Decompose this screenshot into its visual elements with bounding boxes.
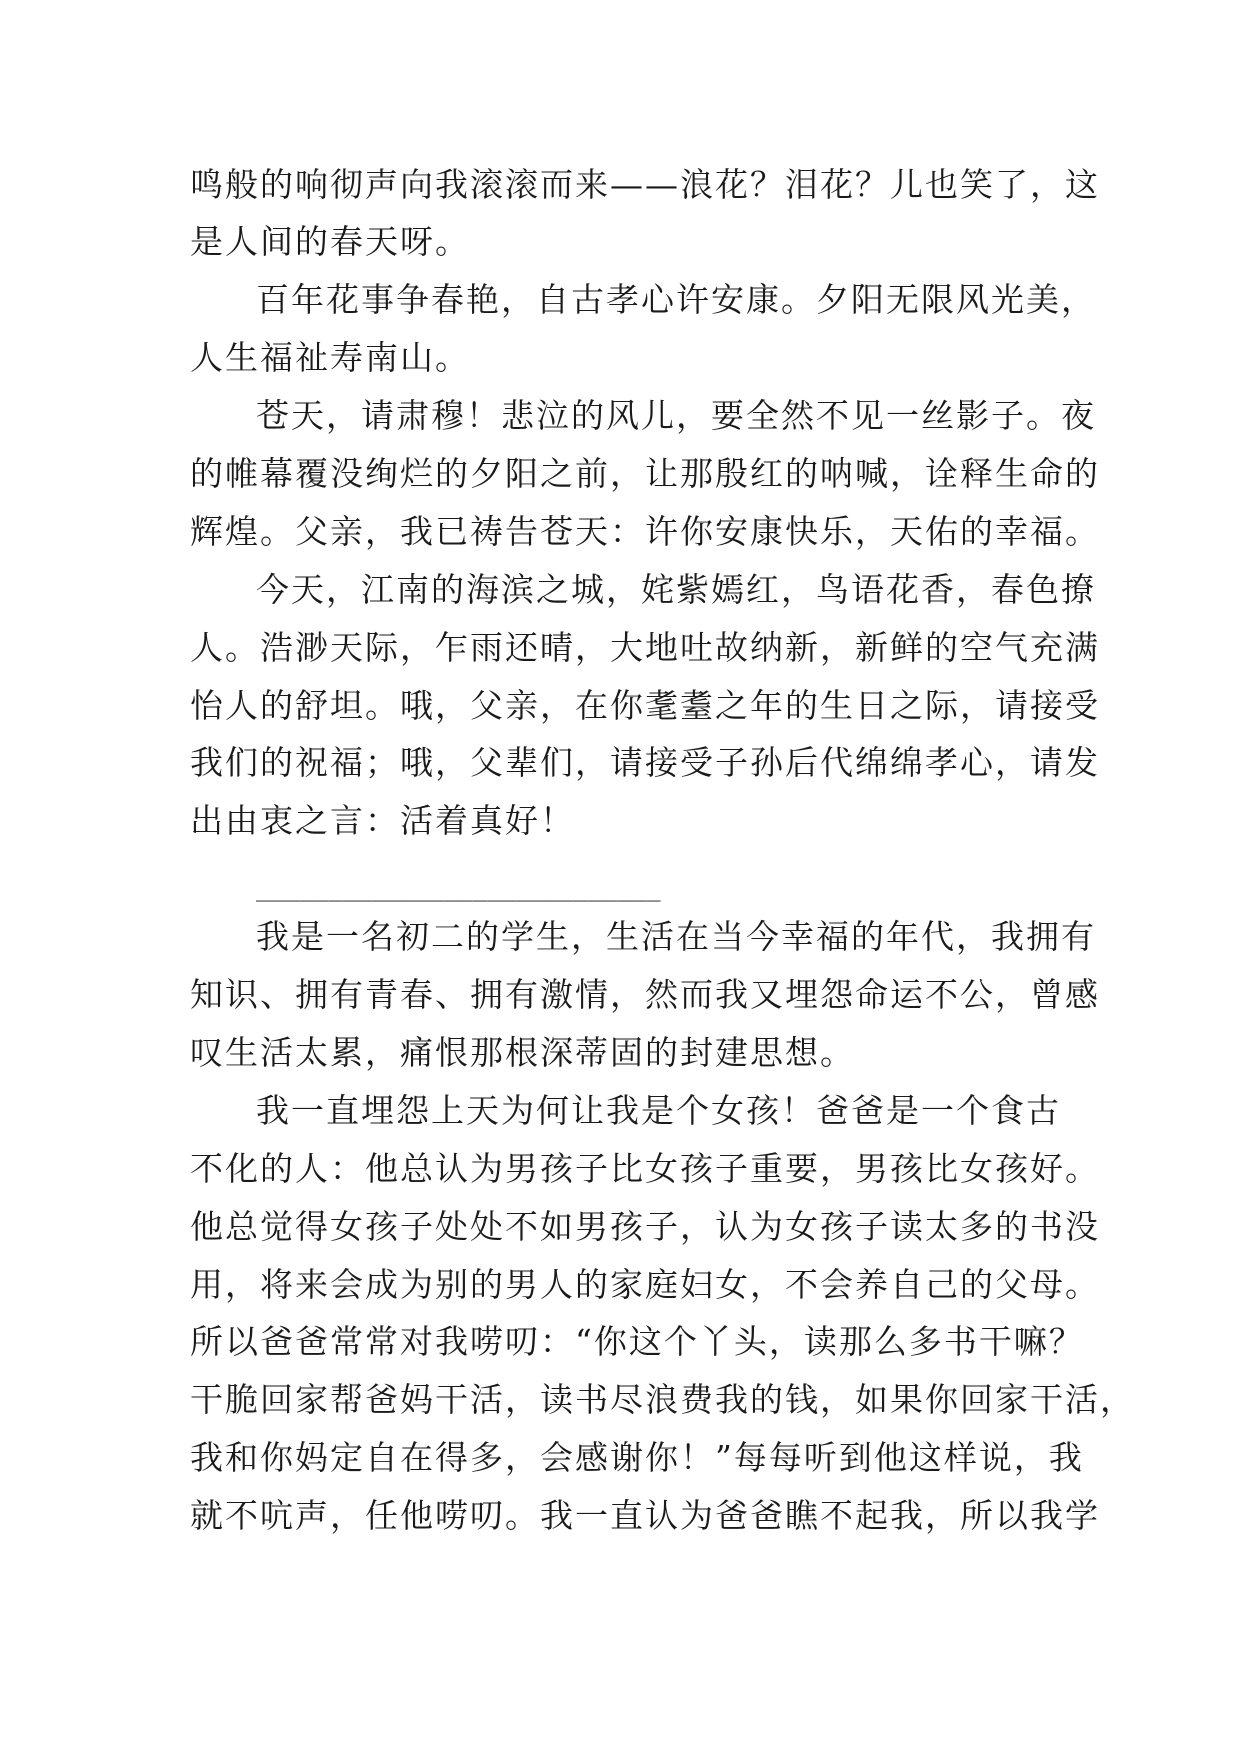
text-line: 干脆回家帮爸妈干活，读书尽浪费我的钱，如果你回家干活， xyxy=(190,1380,1135,1419)
text-line: 我是一名初二的学生，生活在当今幸福的年代，我拥有 xyxy=(256,917,1096,956)
text-line: 我和你妈定自在得多，会感谢你！”每每听到他这样说，我 xyxy=(190,1438,1084,1477)
text-line: 怡人的舒坦。哦，父亲，在你耄耋之年的生日之际，请接受 xyxy=(190,686,1100,725)
text-line: 所以爸爸常常对我唠叨：“你这个丫头，读那么多书干嘛？ xyxy=(190,1322,1084,1361)
text-line: 鸣般的响彻声向我滚滚而来——浪花？泪花？儿也笑了，这 xyxy=(190,165,1100,204)
text-line: 人生福祉寿南山。 xyxy=(190,338,470,377)
text-line: 就不吭声，任他唠叨。我一直认为爸爸瞧不起我，所以我学 xyxy=(190,1496,1100,1535)
text-line: 苍天，请肃穆！悲泣的风儿，要全然不见一丝影子。夜 xyxy=(256,396,1096,435)
text-line: 人。浩渺天际，乍雨还晴，大地吐故纳新，新鲜的空气充满 xyxy=(190,628,1100,667)
text-line: 我一直埋怨上天为何让我是个女孩！爸爸是一个食古 xyxy=(256,1091,1061,1130)
text-line: 不化的人：他总认为男孩子比女孩子重要，男孩比女孩好。 xyxy=(190,1149,1100,1188)
text-line: 辉煌。父亲，我已祷告苍天：许你安康快乐，天佑的幸福。 xyxy=(190,512,1100,551)
text-line: 今天，江南的海滨之城，姹紫嫣红，鸟语花香，春色撩 xyxy=(256,570,1096,609)
text-line: 我们的祝福；哦，父辈们，请接受子孙后代绵绵孝心，请发 xyxy=(190,743,1100,782)
text-line: 出由衷之言：活着真好！ xyxy=(190,801,575,840)
text-line: 百年花事争春艳，自古孝心许安康。夕阳无限风光美， xyxy=(256,280,1096,319)
text-line: 叹生活太累，痛恨那根深蒂固的封建思想。 xyxy=(190,1033,855,1072)
section-separator: ____________________________ xyxy=(256,874,661,902)
text-line: 知识、拥有青春、拥有激情，然而我又埋怨命运不公，曾感 xyxy=(190,975,1100,1014)
text-line: 他总觉得女孩子处处不如男孩子，认为女孩子读太多的书没 xyxy=(190,1207,1100,1246)
text-line: 是人间的春天呀。 xyxy=(190,222,470,261)
text-line: 的帷幕覆没绚烂的夕阳之前，让那殷红的呐喊，诠释生命的 xyxy=(190,454,1100,493)
text-line: 用，将来会成为别的男人的家庭妇女，不会养自己的父母。 xyxy=(190,1265,1100,1304)
